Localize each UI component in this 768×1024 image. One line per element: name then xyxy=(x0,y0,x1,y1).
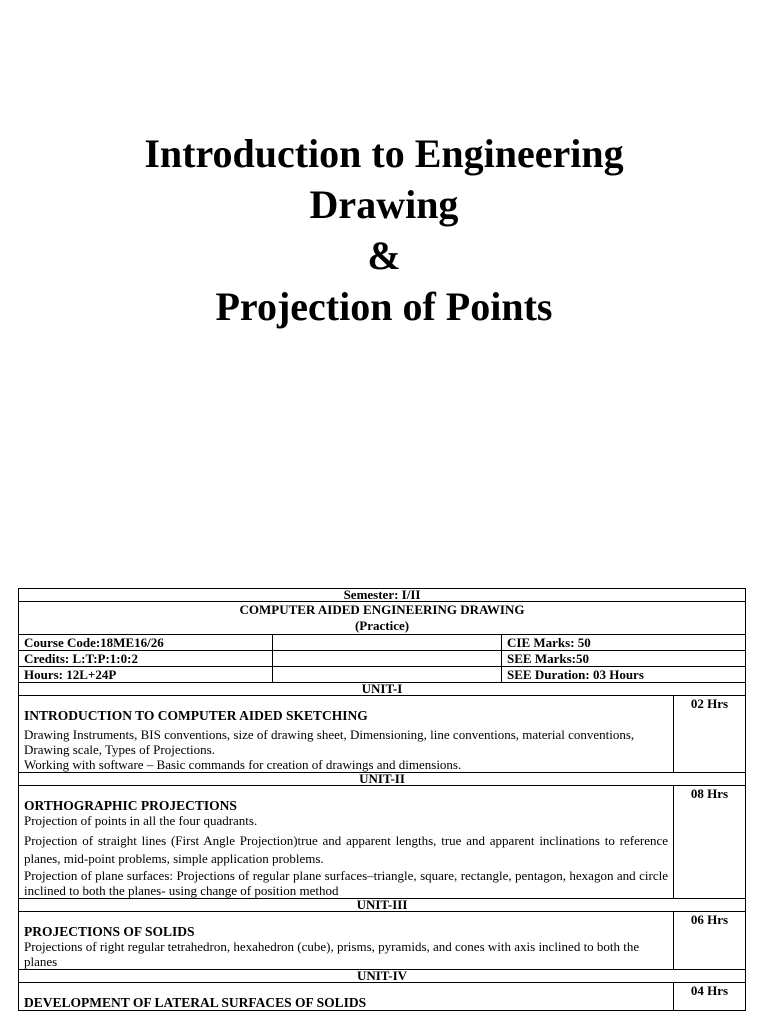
title-line-1: Introduction to Engineering xyxy=(144,131,624,176)
unit-text: Drawing Instruments, BIS conventions, size of drawing sheet, Dimensioning, line conventions, material conventions, Drawing scale, Types of Projections. xyxy=(24,727,635,757)
unit-content-row xyxy=(19,696,746,773)
course-code: Course Code:18ME16/26 xyxy=(19,635,273,651)
unit-text: Projections of right regular tetrahedron, hexahedron (cube), prisms, pyramids, and cones with axis inclined to both the planes xyxy=(24,939,640,969)
unit-content-row xyxy=(19,983,746,1011)
see-duration: SEE Duration: 03 Hours xyxy=(502,667,746,683)
info-row xyxy=(19,635,746,651)
unit-topic: INTRODUCTION TO COMPUTER AIDED SKETCHING xyxy=(24,708,368,723)
unit-topic: ORTHOGRAPHIC PROJECTIONS xyxy=(24,798,237,813)
unit-text: Working with software – Basic commands for creation of drawings and dimensions. xyxy=(24,757,462,772)
syllabus-table xyxy=(18,588,746,1011)
course-title: COMPUTER AIDED ENGINEERING DRAWING xyxy=(239,602,525,617)
unit-hours: 08 Hrs xyxy=(674,786,746,899)
see-marks: SEE Marks:50 xyxy=(502,651,746,667)
unit-label: UNIT-II xyxy=(19,773,746,786)
credits: Credits: L:T:P:1:0:2 xyxy=(19,651,273,667)
unit-hours: 04 Hrs xyxy=(674,983,746,1011)
title-line-3: & xyxy=(367,233,401,278)
unit-text: Projection of plane surfaces: Projections of regular plane surfaces–triangle, square, rectangle, pentagon, hexagon and circle inclined to both the planes- using change of position method xyxy=(24,868,668,898)
unit-content-row xyxy=(19,912,746,970)
unit-label: UNIT-IV xyxy=(19,970,746,983)
unit-text: Projection of points in all the four quadrants. xyxy=(24,813,258,828)
unit-header-row xyxy=(19,773,746,786)
unit-content xyxy=(19,983,674,1011)
unit-header-row xyxy=(19,683,746,696)
unit-label: UNIT-I xyxy=(19,683,746,696)
unit-hours: 02 Hrs xyxy=(674,696,746,773)
empty-cell xyxy=(273,635,502,651)
unit-content xyxy=(19,696,674,773)
unit-header-row xyxy=(19,899,746,912)
info-row xyxy=(19,651,746,667)
unit-content-row xyxy=(19,786,746,899)
title-line-2: Drawing xyxy=(309,182,459,227)
unit-text: Projection of straight lines (First Angle Projection)true and apparent lengths, true and apparent inclinations to reference planes, mid-point problems, simple application problems. xyxy=(24,833,668,866)
cie-marks: CIE Marks: 50 xyxy=(502,635,746,651)
unit-label: UNIT-III xyxy=(19,899,746,912)
hours: Hours: 12L+24P xyxy=(19,667,273,683)
unit-topic: PROJECTIONS OF SOLIDS xyxy=(24,924,195,939)
semester-row xyxy=(19,589,746,602)
unit-topic: DEVELOPMENT OF LATERAL SURFACES OF SOLIDS xyxy=(24,995,367,1010)
course-type: (Practice) xyxy=(354,618,410,633)
semester: Semester: I/II xyxy=(19,589,746,602)
unit-content xyxy=(19,912,674,970)
title-line-4: Projection of Points xyxy=(215,284,553,329)
empty-cell xyxy=(273,651,502,667)
course-title-row xyxy=(19,602,746,635)
course-title-cell xyxy=(19,602,746,635)
unit-content xyxy=(19,786,674,899)
unit-hours: 06 Hrs xyxy=(674,912,746,970)
slide-title xyxy=(0,128,768,332)
unit-header-row xyxy=(19,970,746,983)
